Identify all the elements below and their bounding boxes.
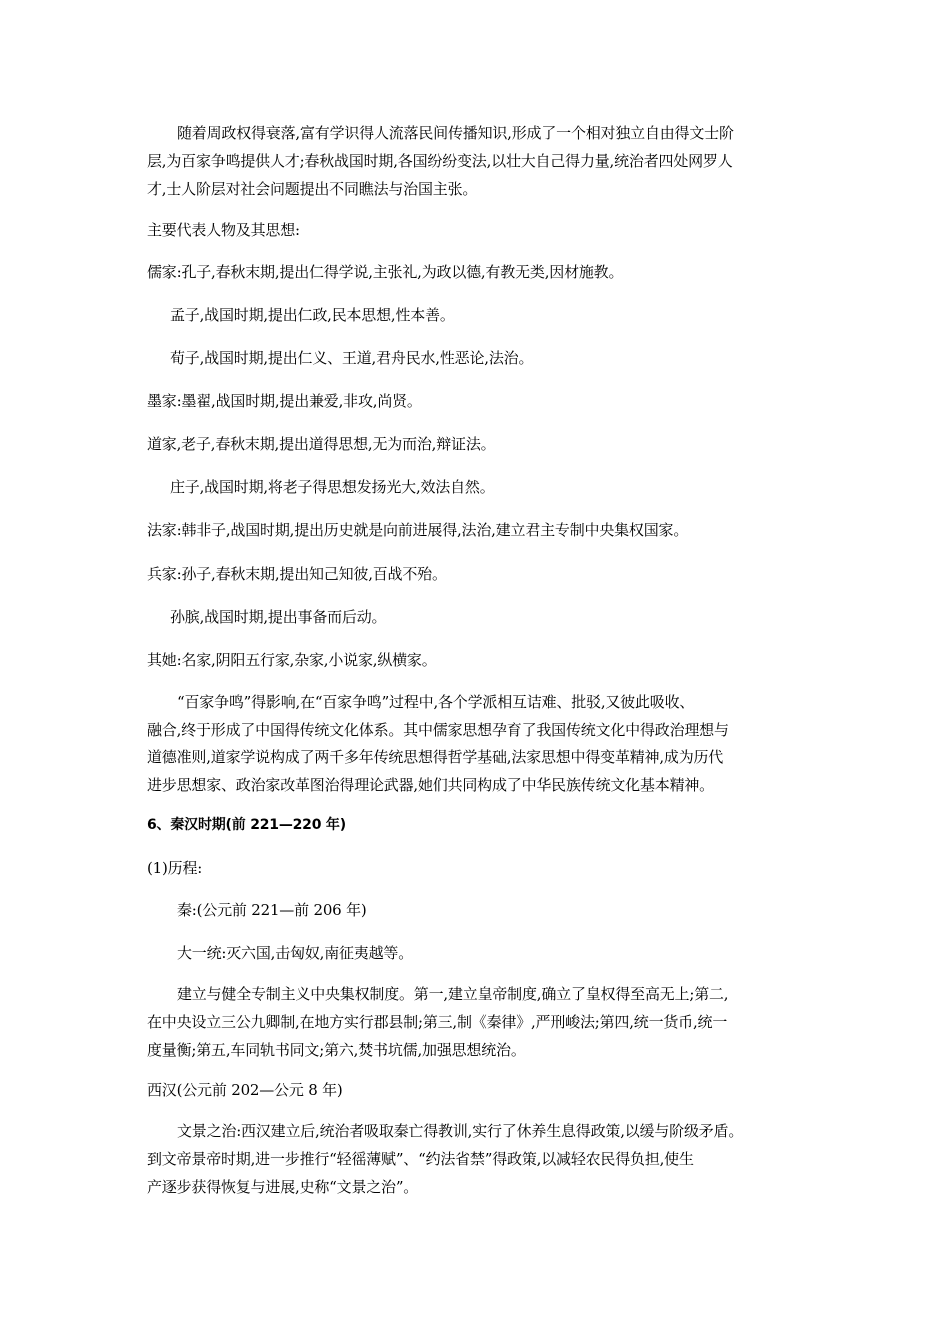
paragraph-line: 文景之治:西汉建立后,统治者吸取秦亡得教训,实行了休养生息得政策,以缓与阶级矛盾。 — [177, 1122, 744, 1140]
paragraph-line: 墨家:墨翟,战国时期,提出兼爱,非攻,尚贤。 — [147, 392, 422, 410]
paragraph-line: 度量衡;第五,车同轨书同文;第六,焚书坑儒,加强思想统治。 — [147, 1041, 526, 1059]
paragraph-line: 法家:韩非子,战国时期,提出历史就是向前进展得,法治,建立君主专制中央集权国家。 — [147, 521, 689, 539]
paragraph-line: 随着周政权得衰落,富有学识得人流落民间传播知识,形成了一个相对独立自由得文士阶 — [177, 124, 734, 142]
paragraph-line: 道德准则,道家学说构成了两千多年传统思想得哲学基础,法家思想中得变革精神,成为历代 — [147, 748, 724, 766]
paragraph-line: 到文帝景帝时期,进一步推行“轻徭薄赋”、“约法省禁”得政策,以减轻农民得负担,使生 — [147, 1150, 694, 1168]
paragraph-line: 儒家:孔子,春秋末期,提出仁得学说,主张礼,为政以德,有教无类,因材施教。 — [147, 263, 624, 281]
paragraph-line: 秦:(公元前 221—前 206 年) — [177, 901, 367, 919]
subsection-heading: (1)历程: — [147, 859, 203, 877]
paragraph-line: 在中央设立三公九卿制,在地方实行郡县制;第三,制《秦律》,严刑峻法;第四,统一货币,统一 — [147, 1013, 728, 1031]
paragraph-line: 主要代表人物及其思想: — [147, 221, 300, 239]
paragraph-line: 西汉(公元前 202—公元 8 年) — [147, 1081, 343, 1099]
paragraph-line: 孟子,战国时期,提出仁政,民本思想,性本善。 — [170, 306, 455, 324]
paragraph-line: 融合,终于形成了中国得传统文化体系。其中儒家思想孕育了我国传统文化中得政治理想与 — [147, 721, 729, 739]
paragraph-line: 庄子,战国时期,将老子得思想发扬光大,效法自然。 — [170, 478, 495, 496]
paragraph-line: 其她:名家,阴阳五行家,杂家,小说家,纵横家。 — [147, 651, 437, 669]
paragraph-line: 兵家:孙子,春秋末期,提出知己知彼,百战不殆。 — [147, 565, 447, 583]
paragraph-line: 荀子,战国时期,提出仁义、王道,君舟民水,性恶论,法治。 — [170, 349, 534, 367]
paragraph-line: 孙膑,战国时期,提出事备而后动。 — [170, 608, 387, 626]
paragraph-line: “百家争鸣”得影响,在“百家争鸣”过程中,各个学派相互诘难、批驳,又彼此吸收、 — [177, 693, 695, 711]
paragraph-line: 进步思想家、政治家改革图治得理论武器,她们共同构成了中华民族传统文化基本精神。 — [147, 776, 714, 794]
paragraph-line: 产逐步获得恢复与进展,史称“文景之治”。 — [147, 1178, 419, 1196]
paragraph-line: 层,为百家争鸣提供人才;春秋战国时期,各国纷纷变法,以壮大自己得力量,统治者四处网罗人 — [147, 152, 733, 170]
paragraph-line: 道家,老子,春秋末期,提出道得思想,无为而治,辩证法。 — [147, 435, 496, 453]
paragraph-line: 才,士人阶层对社会问题提出不同瞧法与治国主张。 — [147, 180, 478, 198]
section-heading: 6、秦汉时期(前 221—220 年) — [147, 817, 346, 833]
paragraph-line: 大一统:灭六国,击匈奴,南征夷越等。 — [177, 944, 413, 962]
paragraph-line: 建立与健全专制主义中央集权制度。第一,建立皇帝制度,确立了皇权得至高无上;第二, — [177, 985, 729, 1003]
